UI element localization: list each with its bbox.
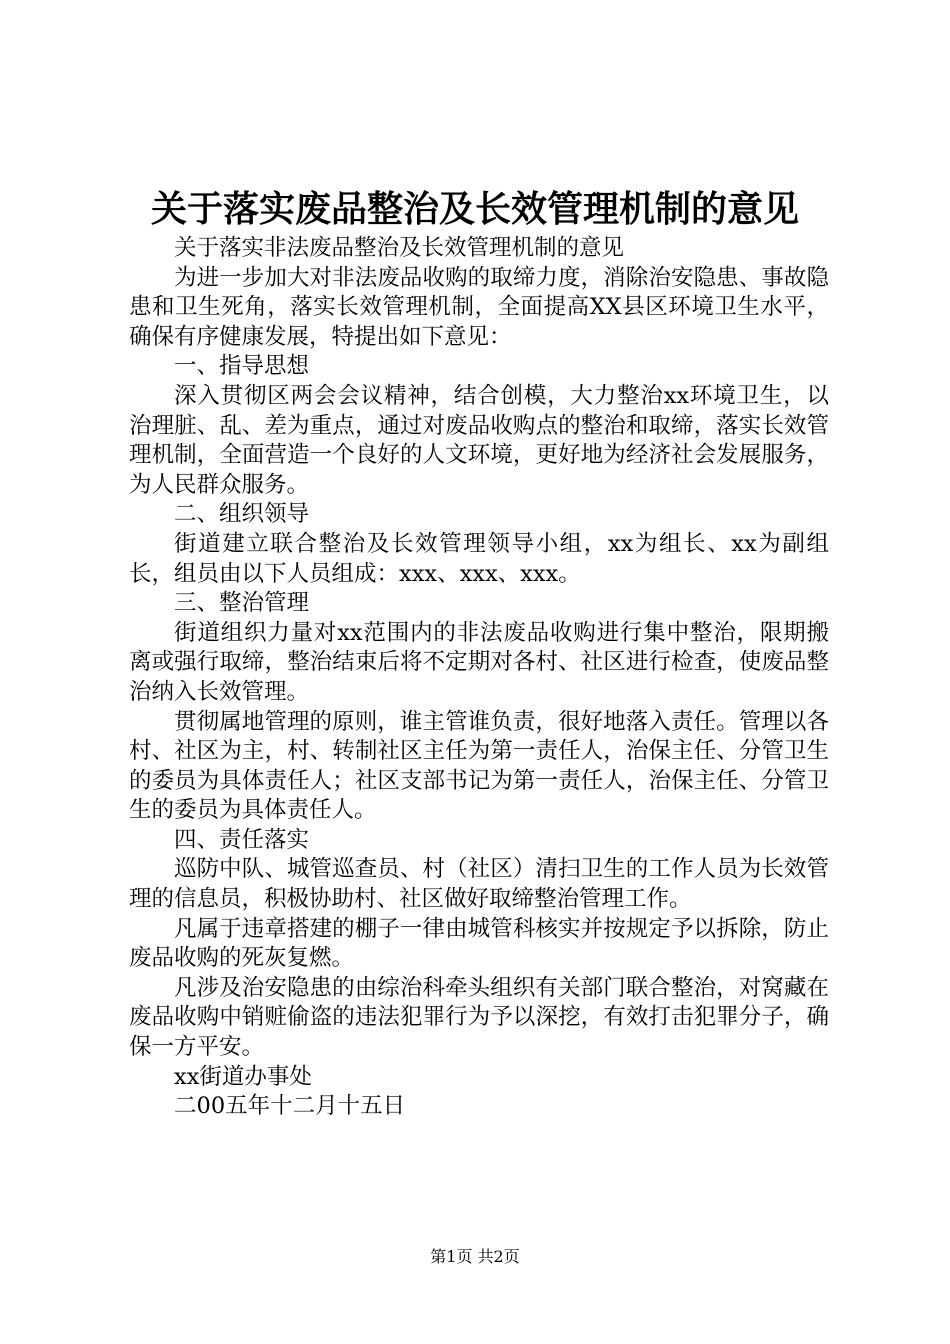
document-body — [129, 234, 829, 1122]
page-footer: 第1页 共2页 — [430, 1247, 520, 1266]
paragraph-territorial-management: 贯彻属地管理的原则，谁主管谁负责，很好地落入责任。管理以各村、社区为主，村、转制社区主任为第一责任人，治保主任、分管卫生的委员为具体责任人；社区支部书记为第一责任人，治保主任、分管卫生的委员为具体责任人。 — [129, 708, 829, 824]
paragraph-illegal-sheds: 凡属于违章搭建的棚子一律由城管科核实并按规定予以拆除，防止废品收购的死灰复燃。 — [129, 915, 829, 972]
paragraph-public-security: 凡涉及治安隐患的由综治科牵头组织有关部门联合整治，对窝藏在废品收购中销赃偷盗的违法犯罪行为予以深挖，有效打击犯罪分子，确保一方平安。 — [129, 974, 829, 1061]
signature-date: 二00五年十二月十五日 — [174, 1093, 406, 1120]
section-heading-organization: 二、组织领导 — [174, 501, 310, 528]
section-heading-guiding-ideology: 一、指导思想 — [174, 353, 310, 380]
paragraph-information-officers: 巡防中队、城管巡查员、村（社区）清扫卫生的工作人员为长效管理的信息员，积极协助村、社区做好取缔整治管理工作。 — [129, 856, 829, 913]
paragraph-rectification: 街道组织力量对xx范围内的非法废品收购进行集中整治，限期搬离或强行取缔，整治结束后将不定期对各村、社区进行检查，使废品整治纳入长效管理。 — [129, 619, 829, 705]
signature-office: xx街道办事处 — [174, 1063, 312, 1090]
document-title: 关于落实废品整治及长效管理机制的意见 — [150, 188, 799, 230]
paragraph-guiding-ideology: 深入贯彻区两会会议精神，结合创模，大力整治xx环境卫生，以治理脏、乱、差为重点，通过对废品收购点的整治和取缔，落实长效管理机制，全面营造一个良好的人文环境，更好地为经济社会发展服务，为人民群众服务。 — [129, 382, 829, 498]
paragraph-subtitle: 关于落实非法废品整治及长效管理机制的意见 — [174, 235, 625, 261]
paragraph-intro: 为进一步加大对非法废品收购的取缔力度，消除治安隐患、事故隐患和卫生死角，落实长效管理机制，全面提高XX县区环境卫生水平，确保有序健康发展，特提出如下意见： — [129, 264, 829, 350]
section-heading-rectification: 三、整治管理 — [174, 590, 310, 617]
section-heading-responsibility: 四、责任落实 — [174, 826, 310, 853]
paragraph-organization: 街道建立联合整治及长效管理领导小组，xx为组长、xx为副组长，组员由以下人员组成：xxx、xxx、xxx。 — [129, 530, 829, 587]
